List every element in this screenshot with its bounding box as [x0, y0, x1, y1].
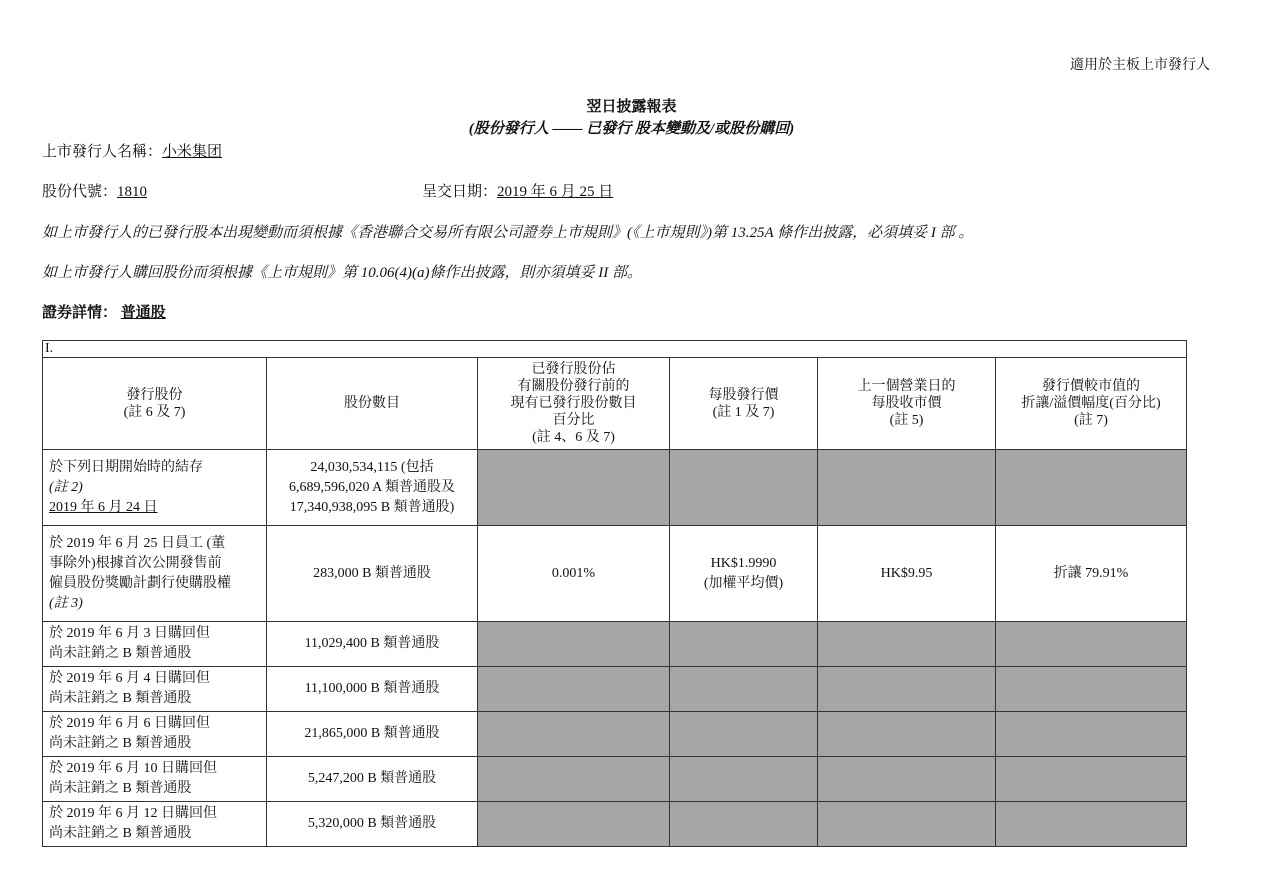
row-label-text: 於 2019 年 6 月 6 日購回但 — [49, 716, 210, 731]
shares-text: 24,030,534,115 (包括 — [310, 459, 434, 475]
header-text: 每股收市價 — [871, 396, 942, 411]
shaded-cell — [478, 802, 670, 847]
shaded-cell — [818, 757, 996, 802]
option-exercise-price — [670, 526, 818, 622]
header-text: 發行股份 — [126, 387, 183, 403]
table-row — [43, 622, 1187, 667]
issuer-name-label: 上市發行人名稱： — [42, 144, 163, 160]
shaded-cell — [670, 757, 818, 802]
header-discount — [996, 358, 1187, 450]
header-percentage — [478, 358, 670, 450]
shaded-cell — [670, 667, 818, 712]
shaded-cell — [670, 802, 818, 847]
header-text: (註 1 及 7) — [712, 404, 775, 420]
buyback-shares: 21,865,000 B 類普通股 — [267, 712, 478, 757]
buyback-shares: 11,100,000 B 類普通股 — [267, 667, 478, 712]
row-label-text: 於 2019 年 6 月 25 日員工 (董 — [49, 535, 226, 551]
part2-instruction: 如上市發行人購回股份而須根據《上市規則》第 10.06(4)(a)條作出披露，則亦須填妥 II 部。 — [42, 265, 642, 281]
row-label-text: 於 2019 年 6 月 12 日購回但 — [49, 806, 217, 821]
header-text: 百分比 — [552, 413, 595, 428]
row-label-text: 尚未註銷之 B 類普通股 — [49, 826, 192, 841]
buyback-shares: 5,320,000 B 類普通股 — [267, 802, 478, 847]
row-label-text: 於 2019 年 6 月 3 日購回但 — [49, 626, 210, 641]
row-label-date: 2019 年 6 月 24 日 — [49, 499, 158, 515]
securities-label: 證券詳情： — [42, 305, 118, 321]
table-row — [43, 526, 1187, 622]
shaded-cell — [996, 622, 1187, 667]
row-label-text: 於 2019 年 6 月 4 日購回但 — [49, 671, 210, 686]
issuer-name-line — [42, 140, 222, 161]
shaded-cell — [996, 757, 1187, 802]
header-text: (註 4、6 及 7) — [532, 430, 615, 445]
form-title: 翌日披露報表 — [586, 99, 677, 115]
opening-balance-label — [43, 450, 267, 526]
submission-date-line — [422, 180, 613, 201]
row-label-text: 於下列日期開始時的結存 — [49, 459, 203, 475]
stock-code-value: 1810 — [117, 184, 148, 200]
stock-code-line — [42, 180, 147, 201]
buyback-shares: 11,029,400 B 類普通股 — [267, 622, 478, 667]
header-text: 每股發行價 — [708, 387, 779, 403]
buyback-label — [43, 667, 267, 712]
header-closing-price — [818, 358, 996, 450]
header-issue-price — [670, 358, 818, 450]
shaded-cell — [818, 802, 996, 847]
shares-text: 6,689,596,020 A 類普通股及 — [288, 479, 456, 495]
shaded-cell — [478, 622, 670, 667]
issuer-name-value: 小米集团 — [162, 144, 223, 160]
shares-text: 17,340,938,095 B 類普通股) — [289, 499, 455, 515]
option-exercise-label — [43, 526, 267, 622]
row-label-text: 於 2019 年 6 月 10 日購回但 — [49, 761, 217, 776]
buyback-label — [43, 757, 267, 802]
row-label-text: 事除外)根據首次公開發售前 — [49, 555, 222, 571]
buyback-shares: 5,247,200 B 類普通股 — [267, 757, 478, 802]
row-label-text: 尚未註銷之 B 類普通股 — [49, 736, 192, 751]
header-text: 上一個營業日的 — [857, 379, 956, 394]
shaded-cell — [818, 667, 996, 712]
row-label-note: (註 3) — [49, 595, 83, 611]
header-text: (註 7) — [1074, 413, 1108, 428]
header-text: 有關股份發行前的 — [517, 379, 630, 394]
header-share-count — [267, 358, 478, 450]
shaded-cell — [996, 450, 1187, 526]
table-row — [43, 757, 1187, 802]
header-text: 已發行股份佔 — [531, 362, 616, 377]
opening-balance-shares — [267, 450, 478, 526]
shaded-cell — [996, 712, 1187, 757]
buyback-label — [43, 712, 267, 757]
table-row — [43, 712, 1187, 757]
header-text: (註 5) — [889, 413, 924, 428]
submission-date-value: 2019 年 6 月 25 日 — [497, 184, 614, 200]
price-text: (加權平均價) — [703, 575, 784, 591]
row-label-text: 尚未註銷之 B 類普通股 — [49, 691, 192, 706]
shaded-cell — [478, 450, 670, 526]
row-label-text: 尚未註銷之 B 類普通股 — [49, 646, 192, 661]
discount-value: 折讓 79.91% — [996, 526, 1187, 622]
header-text: (註 6 及 7) — [123, 404, 186, 420]
buyback-label — [43, 622, 267, 667]
table-row — [43, 802, 1187, 847]
share-movement-table — [42, 340, 1187, 847]
header-issued-shares — [43, 358, 267, 450]
stock-code-label: 股份代號： — [42, 184, 118, 200]
shaded-cell — [818, 450, 996, 526]
shaded-cell — [996, 802, 1187, 847]
applicable-note: 適用於主板上市發行人 — [1070, 58, 1210, 73]
shaded-cell — [478, 667, 670, 712]
section-label: I. — [43, 341, 1187, 358]
submission-date-label: 呈交日期： — [422, 184, 498, 200]
row-label-text: 尚未註銷之 B 類普通股 — [49, 781, 192, 796]
buyback-label — [43, 802, 267, 847]
shaded-cell — [478, 712, 670, 757]
price-text: HK$1.9990 — [710, 555, 777, 571]
option-exercise-percent: 0.001% — [478, 526, 670, 622]
securities-detail — [42, 301, 166, 322]
header-text: 折讓/溢價幅度(百分比) — [1021, 396, 1161, 411]
shaded-cell — [996, 667, 1187, 712]
shaded-cell — [670, 712, 818, 757]
closing-price: HK$9.95 — [818, 526, 996, 622]
shaded-cell — [478, 757, 670, 802]
header-text: 股份數目 — [344, 396, 400, 411]
header-text: 發行價較市值的 — [1042, 379, 1140, 394]
shaded-cell — [670, 622, 818, 667]
header-row — [43, 358, 1187, 450]
shaded-cell — [818, 622, 996, 667]
row-label-text: 僱員股份獎勵計劃行使購股權 — [49, 575, 231, 591]
form-subtitle: (股份發行人 —— 已發行 股本變動及/或股份購回) — [468, 121, 795, 137]
shaded-cell — [818, 712, 996, 757]
header-text: 現有已發行股份數目 — [510, 396, 637, 411]
shaded-cell — [670, 450, 818, 526]
option-exercise-shares: 283,000 B 類普通股 — [267, 526, 478, 622]
row-label-note: (註 2) — [49, 479, 83, 495]
table-row — [43, 667, 1187, 712]
section-row — [43, 341, 1187, 358]
part1-instruction: 如上市發行人的已發行股本出現變動而須根據《香港聯合交易所有限公司證券上市規則》(《上市規則》)第 13.25A 條作出披露，必須填妥 I 部 。 — [42, 225, 974, 241]
securities-value: 普通股 — [120, 305, 166, 321]
table-row — [43, 450, 1187, 526]
